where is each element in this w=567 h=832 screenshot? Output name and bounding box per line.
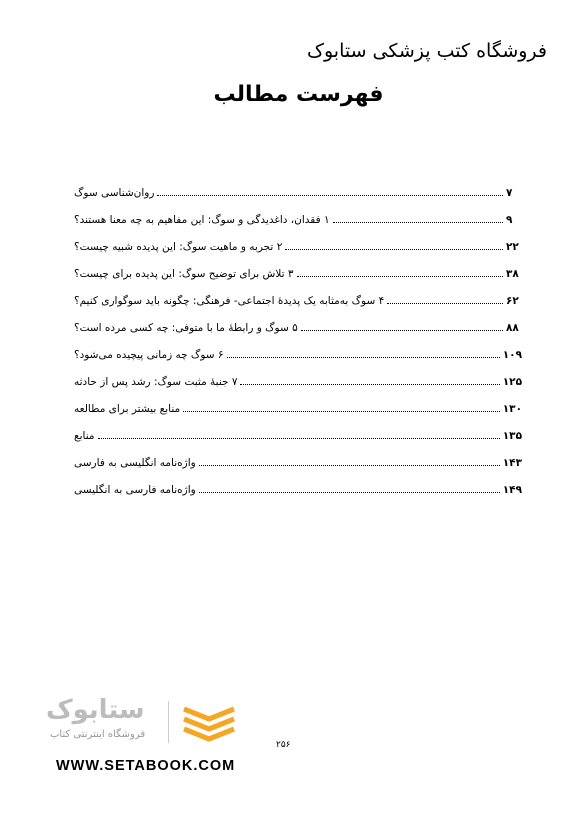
logo-wordmark: ستابوک xyxy=(46,695,145,725)
website-url[interactable]: WWW.SETABOOK.COM xyxy=(56,758,236,774)
toc-entry-title: ۲ تجربه و ماهیت سوگ: این پدیده شبیه چیست؟ xyxy=(74,241,283,253)
toc-leader-dots xyxy=(240,383,499,385)
toc-leader-dots xyxy=(157,194,503,196)
table-of-contents xyxy=(74,172,522,496)
toc-page-number: ۳۸ xyxy=(506,268,519,280)
toc-row[interactable] xyxy=(74,226,522,253)
toc-leader-dots xyxy=(297,275,503,277)
toc-row[interactable] xyxy=(74,199,522,226)
setabook-logo[interactable] xyxy=(40,695,240,755)
toc-entry-title: واژه‌نامه انگلیسی به فارسی xyxy=(74,457,196,469)
toc-leader-dots xyxy=(199,491,500,493)
toc-entry-title: ۵ سوگ و رابطۀ ما با متوفی: چه کسی مرده است؟ xyxy=(74,322,298,334)
toc-row[interactable] xyxy=(74,307,522,334)
toc-page-number: ۲۲ xyxy=(506,241,519,253)
toc-entry-title: ۷ جنبۀ مثبت سوگ: رشد پس از حادثه xyxy=(74,376,238,388)
toc-row[interactable] xyxy=(74,253,522,280)
logo-tagline: فروشگاه اینترنتی کتاب xyxy=(50,729,146,740)
toc-title: فهرست مطالب xyxy=(213,82,384,107)
toc-entry-title: ۴ سوگ به‌مثابه یک پدیدۀ اجتماعی- فرهنگی: چگونه باید سوگواری کنیم؟ xyxy=(74,295,385,307)
book-stack-icon xyxy=(180,703,238,745)
toc-entry-title: روان‌شناسی سوگ xyxy=(74,187,155,199)
toc-entry-title: منابع بیشتر برای مطالعه xyxy=(74,403,181,415)
toc-leader-dots xyxy=(285,248,503,250)
toc-page-number: ۱۳۰ xyxy=(502,403,522,415)
toc-row[interactable] xyxy=(74,280,522,307)
toc-row[interactable] xyxy=(74,172,522,199)
toc-row[interactable] xyxy=(74,334,522,361)
toc-leader-dots xyxy=(98,437,500,439)
logo-divider xyxy=(168,701,169,743)
toc-leader-dots xyxy=(199,464,500,466)
toc-page-number: ۸۸ xyxy=(506,322,519,334)
toc-page-number: ۱۳۵ xyxy=(502,430,522,442)
toc-entry-title: ۶ سوگ چه زمانی پیچیده می‌شود؟ xyxy=(74,349,224,361)
page-number: ۲۵۶ xyxy=(276,740,291,750)
toc-page-number: ۱۲۵ xyxy=(502,376,522,388)
toc-page-number: ۶۲ xyxy=(506,295,519,307)
toc-page-number: ۱۴۹ xyxy=(502,484,522,496)
toc-entry-title: واژه‌نامه فارسی به انگلیسی xyxy=(74,484,196,496)
toc-leader-dots xyxy=(227,356,500,358)
toc-leader-dots xyxy=(387,302,503,304)
toc-row[interactable] xyxy=(74,361,522,388)
toc-row[interactable] xyxy=(74,469,522,496)
toc-page-number: ۱۴۳ xyxy=(502,457,522,469)
toc-entry-title: منابع xyxy=(74,430,95,442)
store-title: فروشگاه کتب پزشکی ستابوک xyxy=(306,40,547,62)
toc-leader-dots xyxy=(333,221,503,223)
toc-entry-title: ۱ فقدان، داغدیدگی و سوگ: این مفاهیم به چه معنا هستند؟ xyxy=(74,214,330,226)
toc-row[interactable] xyxy=(74,442,522,469)
toc-leader-dots xyxy=(301,329,503,331)
toc-page-number: ۱۰۹ xyxy=(502,349,522,361)
toc-row[interactable] xyxy=(74,415,522,442)
toc-page-number: ۹ xyxy=(506,214,513,226)
toc-row[interactable] xyxy=(74,388,522,415)
toc-page-number: ۷ xyxy=(506,187,513,199)
toc-leader-dots xyxy=(183,410,500,412)
toc-entry-title: ۳ تلاش برای توضیح سوگ: این پدیده برای چیست؟ xyxy=(74,268,294,280)
